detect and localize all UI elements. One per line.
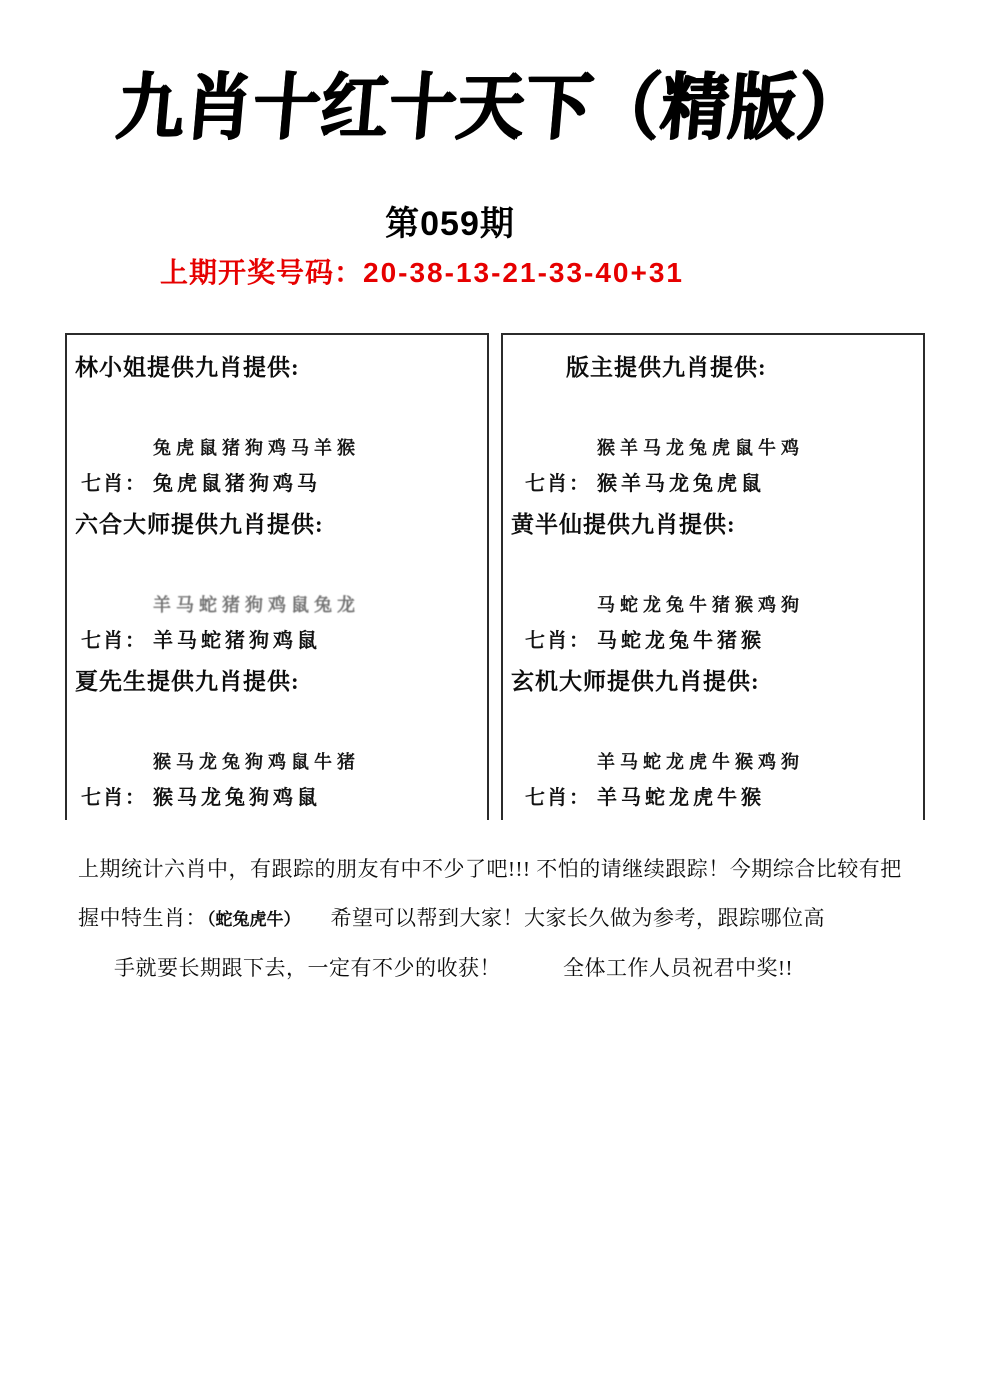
last-draw-numbers: 20-38-13-21-33-40+31 (363, 257, 684, 288)
seven-zodiac-row (75, 467, 479, 496)
footer-line2-pre: 握中特生肖： (78, 906, 207, 930)
provider-header: 玄机大师提供九肖提供: (511, 669, 760, 694)
nine-zodiac-row: 马蛇龙兔牛猪猴鸡狗 (597, 595, 804, 615)
nine-zodiac-row: 猴马龙兔狗鸡鼠牛猪 (153, 752, 360, 772)
seven-zodiac-values: 马蛇龙兔牛猪猴 (597, 630, 765, 652)
nine-zodiac-row: 羊马蛇龙虎牛猴鸡狗 (597, 752, 804, 772)
tips-column-right (501, 333, 925, 820)
seven-zodiac-label: 七肖： (525, 630, 591, 652)
tips-box (65, 333, 925, 820)
last-draw-line (160, 251, 684, 291)
tip-block (75, 349, 479, 506)
last-draw-label: 上期开奖号码： (160, 257, 364, 288)
seven-zodiac-values: 猴马龙兔狗鸡鼠 (153, 787, 321, 809)
provider-header: 黄半仙提供九肖提供: (511, 512, 736, 537)
footer-note (78, 845, 910, 993)
seven-zodiac-row (75, 781, 479, 810)
footer-line3-part1: 手就要长期跟下去，一定有不少的收获！ (114, 956, 501, 980)
seven-zodiac-row (511, 467, 915, 496)
seven-zodiac-label: 七肖： (525, 473, 591, 495)
seven-zodiac-row (511, 781, 915, 810)
footer-line-3 (78, 944, 910, 993)
seven-zodiac-row (75, 624, 479, 653)
provider-header: 六合大师提供九肖提供: (75, 512, 324, 537)
seven-zodiac-values: 羊马蛇猪狗鸡鼠 (153, 630, 321, 652)
tips-column-left (65, 333, 489, 820)
provider-header: 林小姐提供九肖提供: (75, 355, 300, 380)
masthead-title: 九肖十红十天下（精版） (112, 63, 869, 150)
seven-zodiac-label: 七肖： (525, 787, 591, 809)
nine-zodiac-row: 猴羊马龙兔虎鼠牛鸡 (597, 438, 804, 458)
tip-block (75, 506, 479, 663)
seven-zodiac-label: 七肖： (81, 473, 147, 495)
seven-zodiac-values: 羊马蛇龙虎牛猴 (597, 787, 765, 809)
provider-header: 夏先生提供九肖提供: (75, 669, 300, 694)
tip-block (511, 349, 915, 506)
tip-block (511, 663, 915, 820)
nine-zodiac-row: 兔虎鼠猪狗鸡马羊猴 (153, 438, 360, 458)
footer-line-2 (78, 894, 910, 944)
footer-line-1: 上期统计六肖中，有跟踪的朋友有中不少了吧!!! 不怕的请继续跟踪！今期综合比较有把 (78, 857, 902, 881)
seven-zodiac-values: 兔虎鼠猪狗鸡马 (153, 473, 321, 495)
nine-zodiac-row: 羊马蛇猪狗鸡鼠兔龙 (153, 595, 360, 615)
seven-zodiac-row (511, 624, 915, 653)
special-zodiac-picks: （蛇兔虎牛） (207, 910, 301, 929)
seven-zodiac-label: 七肖： (81, 630, 147, 652)
tip-block (75, 663, 479, 820)
footer-line2-post: 希望可以帮到大家！大家长久做为参考，跟踪哪位高 (330, 906, 825, 930)
footer-line3-part2: 全体工作人员祝君中奖!! (563, 956, 793, 980)
seven-zodiac-label: 七肖： (81, 787, 147, 809)
provider-header: 版主提供九肖提供: (566, 355, 767, 380)
issue-number: 第059期 (385, 205, 515, 243)
seven-zodiac-values: 猴羊马龙兔虎鼠 (597, 473, 765, 495)
tip-block (511, 506, 915, 663)
